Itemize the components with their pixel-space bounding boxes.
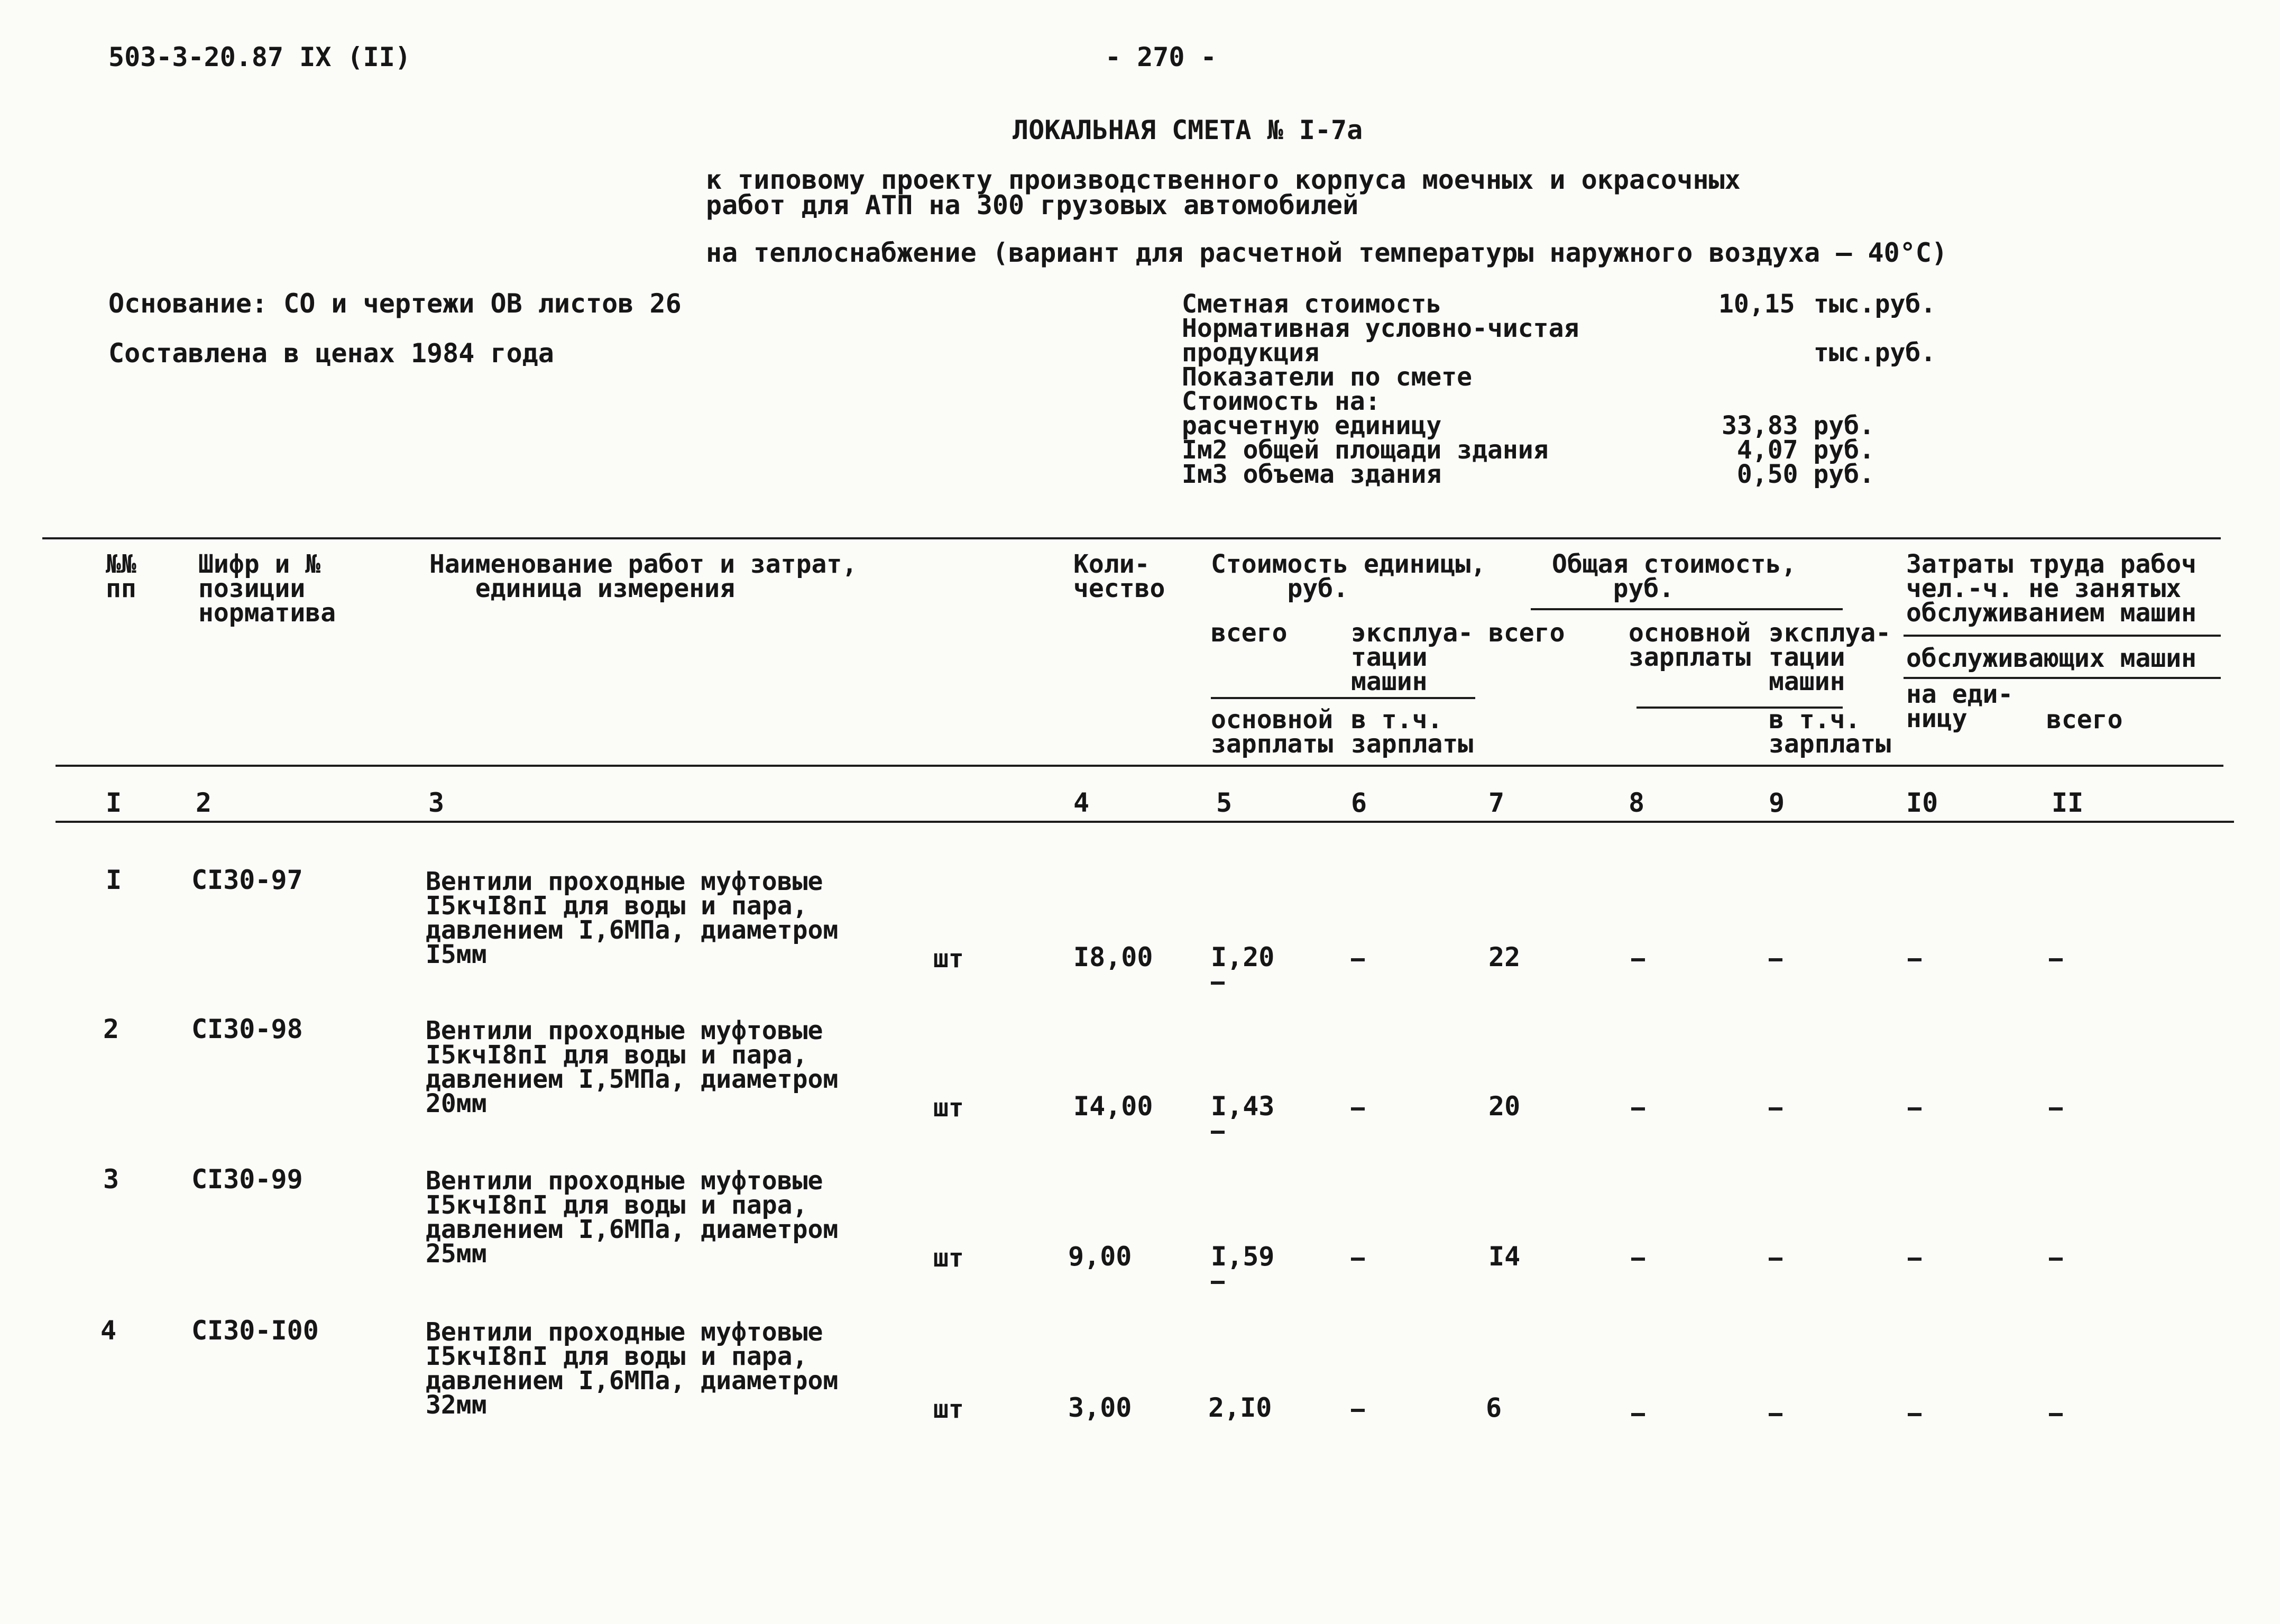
row-2-dash-9 [1769, 1107, 1782, 1111]
col-number-6: 6 [1351, 787, 1367, 818]
header-unit-cost: Стоимость единицы, руб. [1211, 549, 1486, 603]
header-col-9b: в т.ч. зарплаты [1769, 705, 1891, 759]
row-2-unit-price: I,43 [1211, 1091, 1275, 1122]
summary-cost-value: 10,15 [1718, 289, 1795, 319]
summary-labels: Сметная стоимость Нормативная условно-чистая продукция Показатели по смете Стоимость на: расчетную единицу Iм2 общей площади здания Iм3 объема здания [1182, 289, 1579, 489]
row-1-number: I [106, 865, 122, 895]
row-1-total: 22 [1488, 942, 1521, 972]
header-col-11: всего [2046, 705, 2123, 735]
row-3-unit-price: I,59 [1211, 1241, 1275, 1272]
row-4-number: 4 [100, 1315, 117, 1346]
row-3-dash-6 [1351, 1258, 1365, 1261]
row-4-code: СI30-I00 [191, 1315, 319, 1346]
document-code: 503-3-20.87 IX (II) [108, 42, 411, 72]
row-1-unit-price: I,20 [1211, 942, 1275, 972]
row-3-number: 3 [103, 1164, 119, 1195]
row-2-number: 2 [103, 1014, 119, 1044]
header-col-7: всего [1488, 618, 1565, 648]
row-1-unit: шт [933, 944, 964, 974]
row-2-unit: шт [933, 1093, 964, 1123]
document-title: ЛОКАЛЬНАЯ СМЕТА № I-7а [1013, 115, 1363, 145]
row-4-qty: 3,00 [1068, 1392, 1132, 1423]
row-4-unit: шт [933, 1394, 964, 1424]
page-number: - 270 - [1105, 42, 1217, 72]
row-2-dash-6 [1351, 1107, 1365, 1111]
row-3-dash-9 [1769, 1258, 1782, 1261]
summary-cost-unit: тыс.руб. [1814, 289, 1936, 319]
header-col-8: основной зарплаты [1629, 618, 1751, 672]
row-4-dash-10 [1908, 1413, 1922, 1416]
row-2-dash-11 [2049, 1107, 2063, 1111]
prices-year-text: Составлена в ценах 1984 года [108, 338, 554, 369]
row-1-dash-10 [1908, 958, 1922, 961]
row-4-total: 6 [1486, 1392, 1502, 1423]
row-2-qty: I4,00 [1073, 1091, 1153, 1122]
row-3-code: СI30-99 [191, 1164, 303, 1195]
row-3-name: Вентили проходные муфтовые I5кчI8пI для воды и пара, давлением I,6МПа, диаметром 25мм [426, 1166, 839, 1269]
summary-area-cost: 4,07 руб. [1736, 435, 1874, 465]
col-number-7: 7 [1488, 787, 1505, 818]
row-3-price-underline [1211, 1281, 1225, 1284]
summary-unit-cost: 33,83 руб. [1722, 411, 1874, 441]
row-4-dash-9 [1769, 1413, 1782, 1416]
row-1-code: СI30-97 [191, 865, 303, 895]
row-3-total: I4 [1488, 1241, 1521, 1272]
header-col-5b: основной зарплаты [1211, 705, 1334, 759]
col-number-8: 8 [1629, 787, 1645, 818]
row-3-dash-10 [1908, 1258, 1922, 1261]
header-rule-labor-2 [1904, 677, 2221, 679]
header-col-3: Наименование работ и затрат, единица измерения [429, 549, 858, 603]
col-number-rule [56, 821, 2234, 823]
row-4-name: Вентили проходные муфтовые I5кчI8пI для воды и пара, давлением I,6МПа, диаметром 32мм [426, 1317, 839, 1420]
col-number-10: I0 [1906, 787, 1938, 818]
col-number-4: 4 [1073, 787, 1090, 818]
header-col-6b: в т.ч. зарплаты [1351, 705, 1474, 759]
summary-norm-unit: тыс.руб. [1814, 338, 1936, 368]
row-4-dash-11 [2049, 1413, 2063, 1416]
header-col-1: №№ пп [106, 549, 136, 603]
row-1-dash-11 [2049, 958, 2063, 961]
row-3-qty: 9,00 [1068, 1241, 1132, 1272]
row-1-qty: I8,00 [1073, 942, 1153, 972]
row-1-dash-6 [1351, 958, 1365, 961]
row-1-dash-8 [1631, 958, 1645, 961]
header-rule-unit [1211, 697, 1475, 699]
header-labor-sub: обслуживающих машин [1906, 644, 2197, 673]
header-col-9: эксплуа- тации машин [1769, 618, 1891, 696]
document-subtitle-2: на теплоснабжение (вариант для расчетной температуры наружного воздуха – 40°С) [706, 237, 1947, 268]
col-number-5: 5 [1216, 787, 1233, 818]
row-2-price-underline [1211, 1131, 1225, 1134]
header-col-5: всего [1211, 618, 1288, 648]
header-col-6: эксплуа- тации машин [1351, 618, 1474, 696]
header-labor: Затраты труда рабоч чел.-ч. не занятых обслуживанием машин [1906, 549, 2197, 628]
col-number-2: 2 [196, 787, 212, 818]
row-3-dash-8 [1631, 1258, 1645, 1261]
header-col-2: Шифр и № позиции норматива [198, 549, 336, 628]
col-number-1: I [106, 787, 122, 818]
basis-text: Основание: СО и чертежи ОВ листов 26 [108, 288, 682, 319]
row-2-total: 20 [1488, 1091, 1521, 1122]
header-bottom-rule [56, 765, 2223, 767]
col-number-11: II [2052, 787, 2084, 818]
col-number-9: 9 [1769, 787, 1785, 818]
row-4-unit-price: 2,I0 [1208, 1392, 1272, 1423]
row-2-dash-10 [1908, 1107, 1922, 1111]
summary-volume-cost: 0,50 руб. [1736, 460, 1874, 489]
row-4-dash-8 [1631, 1413, 1645, 1416]
row-1-dash-9 [1769, 958, 1782, 961]
row-1-name: Вентили проходные муфтовые I5кчI8пI для воды и пара, давлением I,6МПа, диаметром I5мм [426, 867, 839, 969]
row-1-price-underline [1211, 981, 1225, 985]
row-4-dash-6 [1351, 1409, 1365, 1412]
row-2-dash-8 [1631, 1107, 1645, 1111]
header-total-cost: Общая стоимость, руб. [1552, 549, 1797, 603]
header-rule-labor [1904, 635, 2221, 637]
table-top-rule [42, 537, 2221, 539]
row-2-code: СI30-98 [191, 1014, 303, 1044]
row-3-unit: шт [933, 1243, 964, 1273]
col-number-3: 3 [428, 787, 445, 818]
header-rule-total [1531, 608, 1843, 610]
header-col-4: Коли- чество [1073, 549, 1165, 603]
document-subtitle: к типовому проекту производственного корпуса моечных и окрасочных работ для АТП на 300 грузовых автомобилей [706, 164, 1741, 221]
row-3-dash-11 [2049, 1258, 2063, 1261]
row-2-name: Вентили проходные муфтовые I5кчI8пI для воды и пара, давлением I,5МПа, диаметром 20мм [426, 1016, 839, 1118]
header-col-10: на еди- ницу [1906, 680, 2014, 733]
